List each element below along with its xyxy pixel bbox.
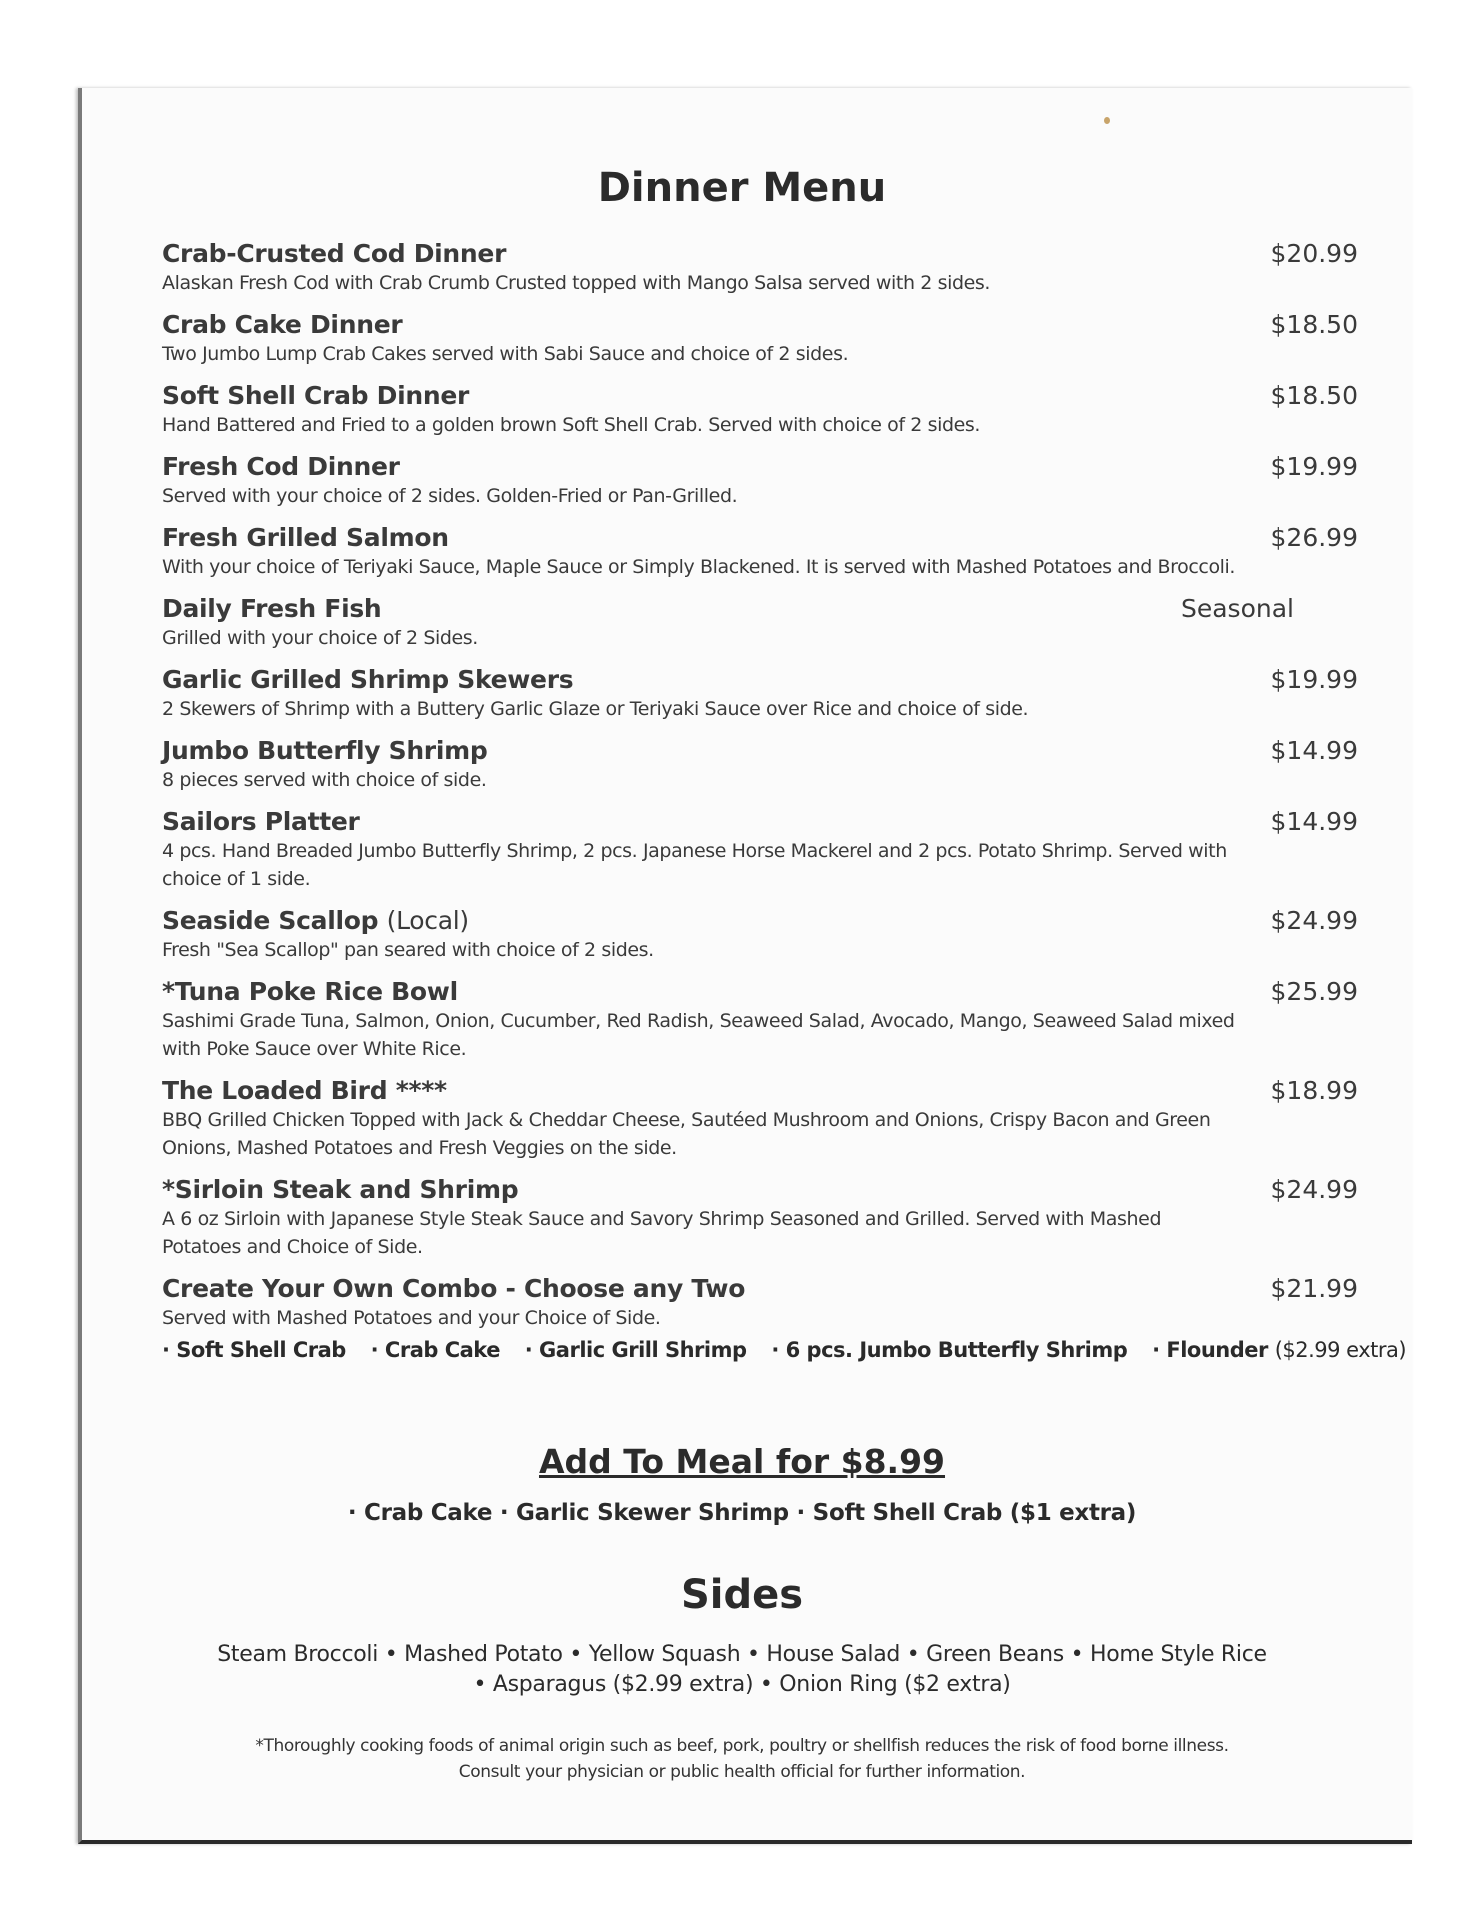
sides-list-line: • Asparagus ($2.99 extra) • Onion Ring ($2 extra) xyxy=(473,1672,1011,1697)
item-price: $14.99 xyxy=(1270,807,1358,836)
item-name: The Loaded Bird **** xyxy=(162,1076,447,1105)
disclaimer-line: *Thoroughly cooking foods of animal origin such as beef, pork, poultry or shellfish reduces the risk of food borne illness. xyxy=(255,1736,1229,1756)
menu-item xyxy=(162,735,1358,794)
sides-list-line: Steam Broccoli • Mashed Potato • Yellow Squash • House Salad • Green Beans • Home Style Rice xyxy=(217,1642,1267,1667)
menu-item-combo xyxy=(162,1273,1407,1366)
item-price: $18.50 xyxy=(1270,381,1358,410)
menu-item xyxy=(162,905,1358,964)
menu-item xyxy=(162,664,1358,723)
item-name: *Sirloin Steak and Shrimp xyxy=(162,1175,519,1204)
menu-item xyxy=(162,238,1358,297)
item-description: Grilled with your choice of 2 Sides. xyxy=(162,627,478,649)
item-name: Soft Shell Crab Dinner xyxy=(162,381,470,410)
item-name: Fresh Cod Dinner xyxy=(162,452,400,481)
sides-title: Sides xyxy=(680,1572,804,1618)
item-price: $20.99 xyxy=(1270,239,1358,268)
menu-item xyxy=(162,806,1358,893)
item-price: $18.50 xyxy=(1270,310,1358,339)
item-description: Sashimi Grade Tuna, Salmon, Onion, Cucumber, Red Radish, Seaweed Salad, Avocado, Mango, Seaweed Salad mixed with Poke Sauce over White Rice. xyxy=(162,1010,1235,1060)
menu-item xyxy=(162,451,1358,510)
item-price: $19.99 xyxy=(1270,665,1358,694)
item-description: 4 pcs. Hand Breaded Jumbo Butterfly Shrimp, 2 pcs. Japanese Horse Mackerel and 2 pcs. Potato Shrimp. Served with choice of 1 side. xyxy=(162,840,1227,890)
combo-option: · Soft Shell Crab xyxy=(162,1338,346,1362)
item-description: Alaskan Fresh Cod with Crab Crumb Crusted topped with Mango Salsa served with 2 sides. xyxy=(162,272,991,294)
paper-speck xyxy=(1104,117,1110,124)
item-price: $24.99 xyxy=(1270,906,1358,935)
item-price: Seasonal xyxy=(1180,594,1294,623)
item-description: Fresh "Sea Scallop" pan seared with choice of 2 sides. xyxy=(162,939,654,961)
menu-item xyxy=(162,522,1358,581)
item-description: 2 Skewers of Shrimp with a Buttery Garlic Glaze or Teriyaki Sauce over Rice and choice of side. xyxy=(162,698,1029,720)
item-price: $18.99 xyxy=(1270,1076,1358,1105)
item-name xyxy=(162,905,1358,936)
item-name: Sailors Platter xyxy=(162,807,360,836)
disclaimer-line: Consult your physician or public health official for further information. xyxy=(458,1762,1026,1782)
item-description: BBQ Grilled Chicken Topped with Jack & Cheddar Cheese, Sautéed Mushroom and Onions, Crispy Bacon and Green Onions, Mashed Potatoes and Fresh Veggies on the side. xyxy=(162,1109,1211,1159)
menu-item xyxy=(162,976,1358,1063)
item-description: A 6 oz Sirloin with Japanese Style Steak Sauce and Savory Shrimp Seasoned and Grilled. Served with Mashed Potatoes and Choice of Side. xyxy=(162,1208,1162,1258)
item-price: $24.99 xyxy=(1270,1175,1358,1204)
item-description: Two Jumbo Lump Crab Cakes served with Sabi Sauce and choice of 2 sides. xyxy=(162,343,849,365)
item-name: Create Your Own Combo - Choose any Two xyxy=(162,1274,746,1303)
addon-title: Add To Meal for $8.99 xyxy=(538,1442,946,1481)
item-price: $21.99 xyxy=(1270,1274,1358,1303)
item-price: $26.99 xyxy=(1270,523,1358,552)
food-safety-disclaimer xyxy=(0,1733,1484,1785)
menu-item xyxy=(162,593,1358,652)
item-description: Served with your choice of 2 sides. Golden-Fried or Pan-Grilled. xyxy=(162,485,738,507)
item-name: Crab-Crusted Cod Dinner xyxy=(162,239,507,268)
item-price: $14.99 xyxy=(1270,736,1358,765)
combo-option-note: ($2.99 extra) xyxy=(1274,1338,1407,1362)
menu-item-list xyxy=(162,238,1407,1378)
item-name-suffix: (Local) xyxy=(386,906,469,935)
menu-item xyxy=(162,309,1358,368)
item-price: $25.99 xyxy=(1270,977,1358,1006)
item-description: Hand Battered and Fried to a golden brown Soft Shell Crab. Served with choice of 2 sides. xyxy=(162,414,981,436)
item-description: With your choice of Teriyaki Sauce, Maple Sauce or Simply Blackened. It is served with Mashed Potatoes and Broccoli. xyxy=(162,556,1236,578)
item-name: Fresh Grilled Salmon xyxy=(162,523,449,552)
item-name: Crab Cake Dinner xyxy=(162,310,403,339)
menu-item xyxy=(162,1075,1358,1162)
item-price: $19.99 xyxy=(1270,452,1358,481)
item-name: Daily Fresh Fish xyxy=(162,594,382,623)
menu-item xyxy=(162,1174,1358,1261)
item-name: *Tuna Poke Rice Bowl xyxy=(162,977,458,1006)
item-description: 8 pieces served with choice of side. xyxy=(162,769,487,791)
menu-item xyxy=(162,380,1358,439)
menu-title: Dinner Menu xyxy=(597,165,887,211)
addon-items: · Crab Cake · Garlic Skewer Shrimp · Soft Shell Crab ($1 extra) xyxy=(347,1500,1137,1526)
combo-option: · 6 pcs. Jumbo Butterfly Shrimp xyxy=(771,1338,1128,1362)
combo-option-list xyxy=(162,1334,1407,1366)
item-name: Jumbo Butterfly Shrimp xyxy=(162,736,488,765)
combo-option: · Crab Cake xyxy=(370,1338,500,1362)
item-description: Served with Mashed Potatoes and your Choice of Side. xyxy=(162,1307,661,1329)
item-name-text: Seaside Scallop xyxy=(162,906,379,935)
combo-option: · Garlic Grill Shrimp xyxy=(524,1338,747,1362)
combo-option: · Flounder xyxy=(1152,1338,1268,1362)
item-name: Garlic Grilled Shrimp Skewers xyxy=(162,665,574,694)
